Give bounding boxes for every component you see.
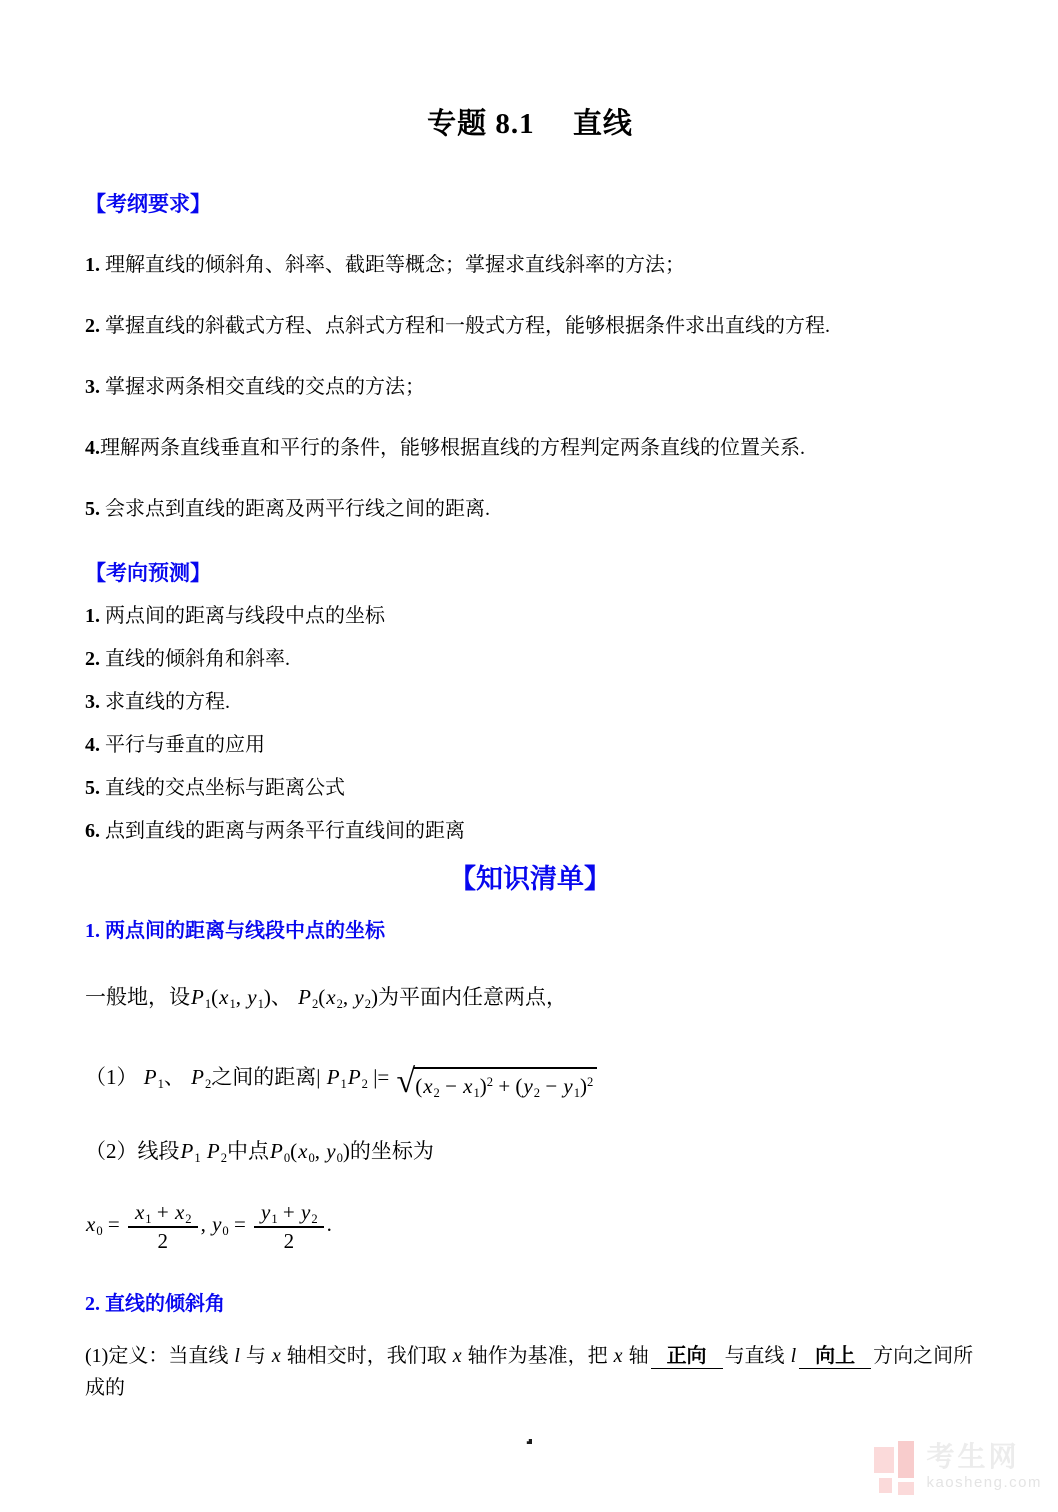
list-item-number: 3. — [85, 691, 100, 713]
midpoint-formula-line: $x_0$ = $\frac{x_1 + x_2}{2}$ , $y_0$ = $\frac{y_1 + y_2}{2}$ . — [86, 1199, 332, 1253]
list-item — [85, 645, 975, 673]
list-item — [85, 434, 975, 462]
watermark-site-domain: kaosheng.com — [926, 1474, 1042, 1491]
fraction — [254, 1199, 324, 1254]
list-item — [85, 251, 975, 279]
math-variable: x — [452, 1344, 462, 1367]
section-header-exam-trend: 【考向预测】 — [85, 561, 211, 585]
math-variable: P — [143, 1065, 157, 1089]
math-variable: y — [523, 1074, 533, 1098]
list-item — [85, 817, 975, 845]
list-item-number: 1. — [85, 254, 100, 276]
list-item — [85, 774, 975, 802]
list-item — [85, 602, 975, 630]
math-variable: y — [326, 1139, 336, 1163]
list-item-text: 理解直线的倾斜角、斜率、截距等概念；掌握求直线斜率的方法； — [100, 254, 685, 276]
math-variable: x — [463, 1074, 473, 1098]
radicand: $(x_2 - x_1)^2 + (y_2 - y_1)^2$ — [413, 1067, 597, 1101]
kaosheng-logo-icon — [874, 1441, 916, 1496]
fraction-denominator: 2 — [283, 1228, 295, 1253]
logo-block — [898, 1441, 914, 1478]
list-item — [85, 495, 975, 523]
math-variable: x — [326, 985, 336, 1009]
fraction-numerator: $y_1 + y_2$ — [254, 1199, 324, 1228]
radical-sign: √ — [396, 1063, 416, 1100]
math-variable: P — [326, 1065, 340, 1089]
math-variable: P — [347, 1065, 361, 1089]
math-variable: l — [234, 1344, 240, 1367]
list-item-text: 平行与垂直的应用 — [100, 734, 265, 756]
knowledge-point2-heading: 2. 直线的倾斜角 — [85, 1292, 225, 1315]
list-item-number: 4. — [85, 437, 100, 459]
math-variable: x — [134, 1199, 145, 1224]
slope-angle-definition-line: (1)定义：当直线 l 与 x 轴相交时，我们取 x 轴作为基准，把 x 轴 正向 与直线 l 向上 方向之间所成的 — [85, 1344, 974, 1399]
list-item-number: 2. — [85, 648, 100, 670]
math-variable: x — [423, 1074, 433, 1098]
logo-block — [879, 1478, 892, 1493]
list-item-number: 2. — [85, 315, 100, 337]
list-item-number: 5. — [85, 498, 100, 520]
list-item — [85, 731, 975, 759]
math-variable: y — [261, 1199, 271, 1224]
fraction-numerator: $x_1 + x_2$ — [128, 1199, 198, 1228]
math-variable: y — [301, 1199, 311, 1224]
list-item-number: 4. — [85, 734, 100, 756]
math-variable: P — [191, 1065, 204, 1089]
section-header-exam-outline: 【考纲要求】 — [85, 192, 211, 216]
math-variable: P — [206, 1139, 220, 1163]
kaosheng-watermark — [874, 1441, 1042, 1496]
list-item-number: 6. — [85, 820, 100, 842]
square-root — [396, 1063, 598, 1101]
knowledge-point1-heading: 1. 两点间的距离与线段中点的坐标 — [85, 920, 385, 942]
list-item-number: 1. — [85, 605, 100, 627]
math-variable: P — [270, 1139, 283, 1163]
math-variable: x — [219, 985, 229, 1009]
list-item-text: 求直线的方程. — [100, 691, 230, 713]
math-variable: P — [191, 985, 204, 1009]
math-variable: y — [563, 1074, 573, 1098]
list-item — [85, 373, 975, 401]
math-variable: x — [271, 1344, 281, 1367]
list-item-text: 理解两条直线垂直和平行的条件，能够根据直线的方程判定两条直线的位置关系. — [100, 437, 805, 459]
math-variable: y — [212, 1212, 222, 1236]
watermark-site-name: 考生网 — [926, 1441, 1020, 1472]
list-item-text: 两点间的距离与线段中点的坐标 — [100, 605, 385, 627]
distance-formula-line: （1） $P_1$、 $P_2$之间的距离| $P_1P_2$ |= √ $(x_2 - x_1)^2 + (y_2 - y_1)^2$ — [85, 1051, 975, 1103]
list-item — [85, 312, 975, 340]
math-variable: x — [86, 1212, 96, 1236]
logo-block — [898, 1482, 914, 1495]
list-item-text: 点到直线的距离与两条平行直线间的距离 — [100, 820, 465, 842]
fraction-denominator: 2 — [157, 1228, 169, 1253]
section-header-knowledge-list: 【知识清单】 — [449, 864, 611, 894]
exam-outline-list — [85, 251, 975, 523]
math-variable: x — [298, 1139, 308, 1163]
document-content — [0, 104, 1058, 1404]
list-item-text: 掌握求两条相交直线的交点的方法； — [100, 376, 425, 398]
list-item-number: 3. — [85, 376, 100, 398]
list-item-text: 掌握直线的斜截式方程、点斜式方程和一般式方程，能够根据条件求出直线的方程. — [100, 315, 830, 337]
list-item — [85, 688, 975, 716]
math-variable: x — [174, 1199, 185, 1224]
list-item-text: 直线的交点坐标与距离公式 — [100, 777, 345, 799]
list-item-text: 直线的倾斜角和斜率. — [100, 648, 290, 670]
page-title: 专题 8.1 直线 — [427, 108, 633, 140]
watermark-text — [926, 1441, 1042, 1493]
fraction — [128, 1199, 198, 1254]
logo-block — [874, 1447, 894, 1473]
list-item-number: 5. — [85, 777, 100, 799]
fill-in-blank: 向上 — [799, 1345, 871, 1369]
math-variable: y — [354, 985, 364, 1009]
math-variable: P — [180, 1139, 194, 1163]
midpoint-intro-line: （2）线段$P_1$ $P_2$中点$P_0(x_0$, $y_0$)的坐标为 — [85, 1139, 434, 1165]
math-variable: y — [247, 985, 257, 1009]
fill-in-blank: 正向 — [651, 1345, 723, 1369]
list-item-text: 会求点到直线的距离及两平行线之间的距离. — [100, 498, 490, 520]
exam-trend-list — [85, 602, 975, 845]
page-number-fragment — [524, 1439, 532, 1444]
math-variable: l — [790, 1344, 797, 1367]
distance-intro-line: 一般地，设$P_1(x_1$, $y_1$)、 $P_2(x_2$, $y_2$)为平面内任意两点， — [85, 985, 567, 1011]
math-variable: P — [298, 985, 311, 1009]
math-variable: x — [613, 1344, 623, 1367]
